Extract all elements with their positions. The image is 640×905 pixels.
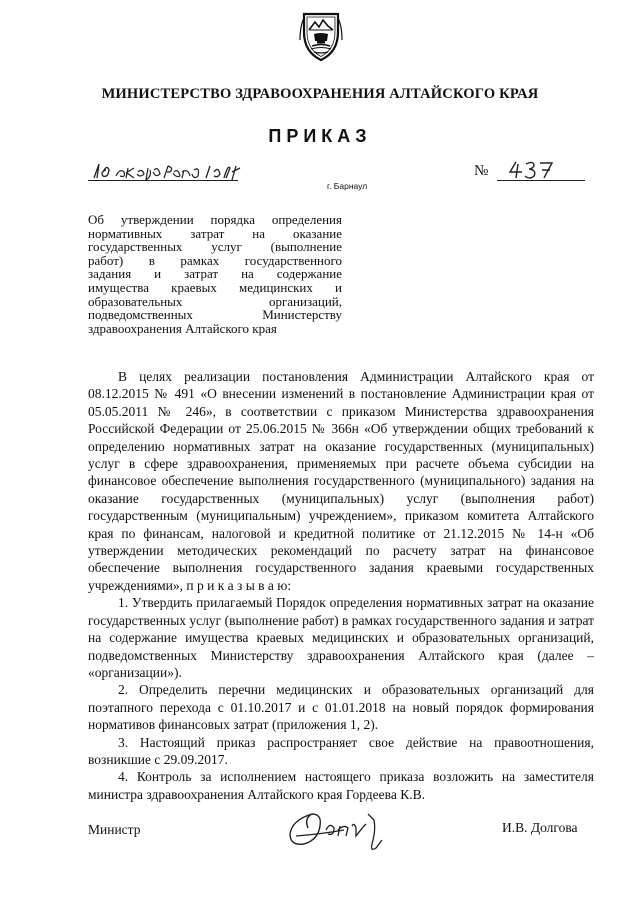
- preamble-paragraph: В целях реализации постановления Администрации Алтайского края от 08.12.2015 № 491 «О внесении изменений в постановление Администрации края от 05.05.2011 № 246», в соответствии с приказом Министерства здравоохранения Российской Федерации от 25.06.2015 № 366н «Об утверждении общих требований к определению нормативных затрат на оказание государственных (муниципальных) услуг в сфере здравоохранения, применяемых при расчете объема субсидии на финансовое обеспечение выполнения государственного (муниципального) задания на оказание государственных (муниципальных) услуг (выполнения работ) государственным (муниципальным) учреждением», приказом комитета Алтайского края по финансам, налоговой и кредитной политике от 21.12.2015 № 14-н «Об утверждении методических рекомендаций по расчету затрат на финансовое обеспечение выполнения государственного задания краевыми государственных учреждениями», п р и к а з ы в а ю:: [88, 369, 594, 593]
- ministry-name: МИНИСТЕРСТВО ЗДРАВООХРАНЕНИЯ АЛТАЙСКОГО КРАЯ: [101, 86, 539, 102]
- subject-line: государственных услуг (выполнение: [88, 239, 342, 255]
- handwritten-number: [506, 156, 558, 182]
- subject-line: нормативных затрат на оказание: [88, 225, 342, 241]
- subject-line: имущества краевых медицинских и: [88, 279, 342, 295]
- document-type: ПРИКАЗ: [268, 126, 372, 146]
- order-subject: [88, 213, 342, 335]
- subject-line: здравоохранения Алтайского края: [88, 320, 277, 336]
- order-item-4: 4. Контроль за исполнением настоящего приказа возложить на заместителя министра здравоохранения Алтайского края Гордеева К.В.: [88, 769, 594, 802]
- signatory-title: Министр: [88, 822, 141, 837]
- subject-line: работ) в рамках государственного: [88, 252, 342, 268]
- city: г. Барнаул: [327, 181, 368, 191]
- subject-line: подведомственных Министерству: [88, 307, 342, 323]
- order-body: [88, 368, 594, 803]
- number-label: №: [474, 163, 489, 179]
- date-underline: [88, 180, 238, 181]
- handwritten-signature: [282, 800, 400, 854]
- order-item-1: 1. Утвердить прилагаемый Порядок определения нормативных затрат на оказание государственных услуг (выполнение работ) в рамках государственного задания и затрат на содержание имущества краевых медицинских и образовательных организаций, подведомственных Министерству здравоохранения Алтайского края (далее – «организации»).: [88, 595, 595, 680]
- subject-line: задания и затрат на содержание: [88, 266, 342, 282]
- subject-line: Об утверждении порядка определения: [88, 212, 342, 227]
- number-underline: [497, 180, 585, 181]
- order-item-2: 2. Определить перечни медицинских и образовательных организаций для поэтапного перехода с 01.10.2017 и с 01.01.2018 на новый порядок формирования нормативов финансовых затрат (приложения 1, 2).: [88, 682, 594, 733]
- coat-of-arms-icon: [298, 10, 344, 62]
- subject-line: образовательных организаций,: [88, 293, 342, 309]
- signatory-name: И.В. Долгова: [502, 820, 578, 835]
- order-item-3: 3. Настоящий приказ распространяет свое действие на правоотношения, возникшие с 29.09.2017.: [88, 734, 594, 767]
